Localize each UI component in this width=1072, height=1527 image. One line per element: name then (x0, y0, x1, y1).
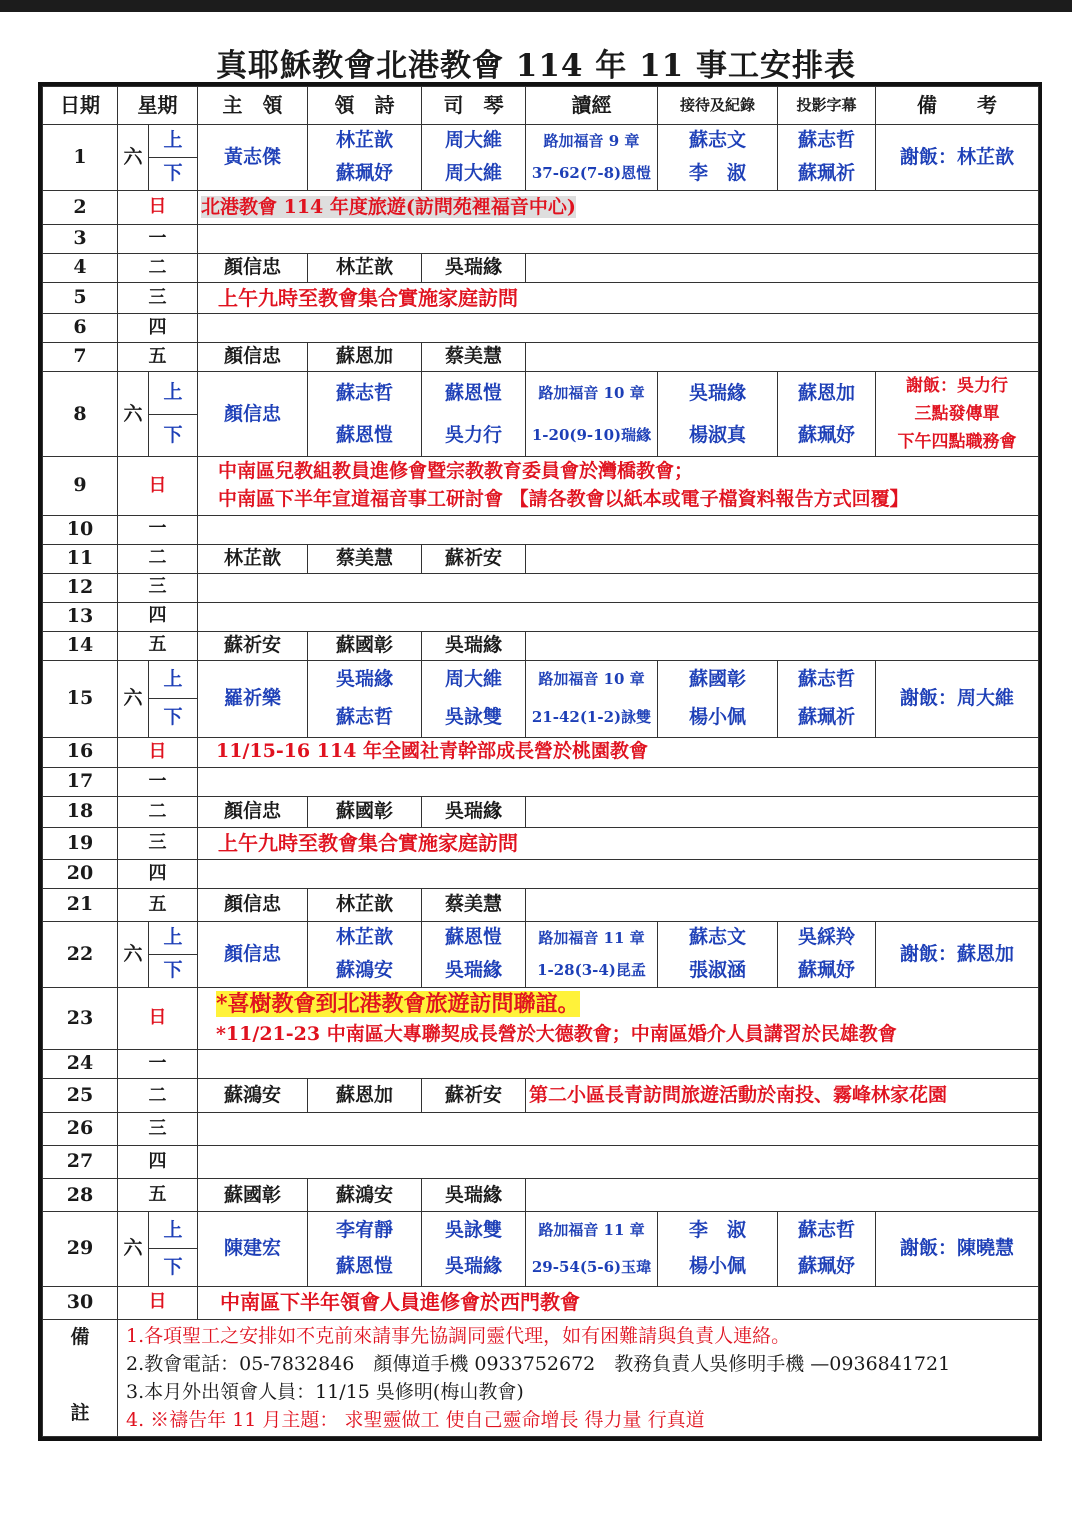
header-weekday: 星期 (118, 87, 198, 125)
weekday-cell: 二 (118, 254, 198, 283)
weekday-cell: 五 (118, 343, 198, 372)
header-reception: 接待及紀錄 (658, 87, 778, 125)
hymn-cell: 吳瑞緣 蘇志哲 (308, 660, 422, 737)
table-row (43, 859, 1039, 888)
half-down: 下 (163, 706, 183, 729)
piano-cell: 蘇祈安 (422, 1079, 526, 1113)
reception-cell: 李 淑 楊小佩 (658, 1212, 778, 1286)
leader-cell: 顏信忠 (198, 888, 308, 921)
weekday-cell: 四 (118, 859, 198, 888)
event-cell: 第二小區長青訪問旅遊活動於南投、霧峰林家花園 (526, 1079, 1039, 1113)
event-cell: 上午九時至教會集合實施家庭訪問 (198, 283, 1039, 314)
table-row (43, 1146, 1039, 1179)
piano-cell: 蘇恩愷 吳力行 (422, 372, 526, 457)
date-cell: 15 (43, 660, 118, 737)
table-row (43, 1179, 1039, 1212)
date-cell: 30 (43, 1286, 118, 1319)
empty-cell (526, 254, 1039, 283)
leader-cell: 蘇國彰 (198, 1179, 308, 1212)
weekday-cell: 六 上 下 (118, 660, 198, 737)
event-cell: 中南區下半年領會人員進修會於西門教會 (198, 1286, 1039, 1319)
header-piano: 司 琴 (422, 87, 526, 125)
weekday-cell: 五 (118, 1179, 198, 1212)
table-row (43, 602, 1039, 631)
remarks-cell: 謝飯：吳力行 三點發傳單 下午四點職務會 (876, 372, 1039, 457)
weekday-cell: 四 (118, 602, 198, 631)
weekday-cell: 六 上 下 (118, 125, 198, 191)
empty-cell (198, 1050, 1039, 1079)
table-row (43, 191, 1039, 225)
reception-cell: 蘇志文 張淑涵 (658, 922, 778, 988)
leader-cell: 林芷歆 (198, 544, 308, 573)
piano-cell: 蘇祈安 (422, 544, 526, 573)
date-cell: 24 (43, 1050, 118, 1079)
empty-cell (198, 602, 1039, 631)
empty-cell (198, 573, 1039, 602)
date-cell: 27 (43, 1146, 118, 1179)
weekday-cell: 三 (118, 283, 198, 314)
weekday-cell: 四 (118, 314, 198, 343)
date-cell: 18 (43, 796, 118, 827)
table-row (43, 225, 1039, 254)
table-row (43, 737, 1039, 767)
weekday-cell: 三 (118, 573, 198, 602)
reception-cell: 蘇志文 李 淑 (658, 125, 778, 191)
weekday-cell: 三 (118, 1113, 198, 1146)
piano-cell: 吳瑞緣 (422, 254, 526, 283)
projection-cell: 吳綵羚 蘇珮妤 (778, 922, 876, 988)
half-down: 下 (163, 1255, 183, 1278)
weekday-cell: 三 (118, 827, 198, 859)
table-row (43, 1113, 1039, 1146)
note-2: 2.教會電話：05-7832846 顏傳道手機 0933752672 教務負責人吳修明手機 —0936841721 (126, 1352, 951, 1375)
schedule-table (38, 82, 1042, 1441)
weekday-cell: 日 (118, 191, 198, 225)
remarks-cell: 謝飯：林芷歆 (876, 125, 1039, 191)
hymn-cell: 蘇國彰 (308, 631, 422, 660)
hymn-cell: 蘇國彰 (308, 796, 422, 827)
leader-cell: 顏信忠 (198, 796, 308, 827)
leader-cell: 顏信忠 (198, 922, 308, 988)
empty-cell (198, 859, 1039, 888)
piano-cell: 蔡美慧 (422, 343, 526, 372)
table-row (43, 457, 1039, 515)
hymn-cell: 蘇恩加 (308, 343, 422, 372)
weekday-cell: 五 (118, 631, 198, 660)
empty-cell (198, 1113, 1039, 1146)
header-projection: 投影字幕 (778, 87, 876, 125)
weekday-cell: 二 (118, 796, 198, 827)
empty-cell (198, 225, 1039, 254)
date-cell: 25 (43, 1079, 118, 1113)
half-up: 上 (149, 661, 197, 700)
weekday-cell: 一 (118, 1050, 198, 1079)
table-row (43, 343, 1039, 372)
remarks-cell: 謝飯：陳曉慧 (876, 1212, 1039, 1286)
weekday-cell: 日 (118, 988, 198, 1050)
piano-cell: 吳詠雙 吳瑞緣 (422, 1212, 526, 1286)
hymn-cell: 林芷歆 (308, 888, 422, 921)
reception-cell: 吳瑞緣 楊淑真 (658, 372, 778, 457)
half-down: 下 (163, 959, 183, 982)
date-cell: 11 (43, 544, 118, 573)
reading-cell: 路加福音 11 章 29-54(5-6)玉瑋 (526, 1212, 658, 1286)
empty-cell (198, 767, 1039, 796)
remarks-cell: 謝飯：蘇恩加 (876, 922, 1039, 988)
hymn-cell: 林芷歆 蘇珮妤 (308, 125, 422, 191)
date-cell: 28 (43, 1179, 118, 1212)
date-cell: 23 (43, 988, 118, 1050)
date-cell: 4 (43, 254, 118, 283)
empty-cell (198, 515, 1039, 544)
half-up: 上 (149, 372, 197, 415)
reception-cell: 蘇國彰 楊小佩 (658, 660, 778, 737)
hymn-cell: 蘇鴻安 (308, 1179, 422, 1212)
note-4: 4. ※禱告年 11 月主題： 求聖靈做工 使自己靈命增長 得力量 行真道 (126, 1408, 705, 1431)
weekday-cell: 日 (118, 737, 198, 767)
table-row (43, 1212, 1039, 1286)
piano-cell: 蘇恩愷 吳瑞緣 (422, 922, 526, 988)
top-bar (0, 0, 1072, 12)
table-row (43, 254, 1039, 283)
event-cell: 北港教會 114 年度旅遊(訪問苑裡福音中心) (198, 191, 1039, 225)
piano-cell: 周大維 周大維 (422, 125, 526, 191)
table-row (43, 888, 1039, 921)
reading-cell: 路加福音 11 章 1-28(3-4)昆孟 (526, 922, 658, 988)
leader-cell: 顏信忠 (198, 372, 308, 457)
date-cell: 2 (43, 191, 118, 225)
piano-cell: 吳瑞緣 (422, 631, 526, 660)
leader-cell: 顏信忠 (198, 343, 308, 372)
header-leader: 主 領 (198, 87, 308, 125)
weekday-cell: 六 上 下 (118, 922, 198, 988)
weekday-cell: 二 (118, 544, 198, 573)
header-remarks: 備 考 (876, 87, 1039, 125)
leader-cell: 顏信忠 (198, 254, 308, 283)
weekday-cell: 六 上 下 (118, 372, 198, 457)
date-cell: 3 (43, 225, 118, 254)
weekday-cell: 一 (118, 767, 198, 796)
table-row (43, 922, 1039, 988)
date-cell: 7 (43, 343, 118, 372)
header-row (43, 87, 1039, 125)
piano-cell: 蔡美慧 (422, 888, 526, 921)
piano-cell: 吳瑞緣 (422, 1179, 526, 1212)
table-row (43, 314, 1039, 343)
date-cell: 26 (43, 1113, 118, 1146)
notes-content (118, 1319, 1039, 1436)
date-cell: 22 (43, 922, 118, 988)
event-cell: 11/15-16 114 年全國社青幹部成長營於桃園教會 (198, 737, 1039, 767)
empty-cell (526, 343, 1039, 372)
projection-cell: 蘇志哲 蘇珮祈 (778, 660, 876, 737)
date-cell: 21 (43, 888, 118, 921)
weekday-cell: 一 (118, 515, 198, 544)
weekday-cell: 日 (118, 457, 198, 515)
notes-row (43, 1319, 1039, 1436)
date-cell: 6 (43, 314, 118, 343)
date-cell: 14 (43, 631, 118, 660)
remarks-cell: 謝飯：周大維 (876, 660, 1039, 737)
empty-cell (526, 796, 1039, 827)
event-cell: 中南區兒教組教員進修會暨宗教教育委員會於灣橋教會； 中南區下半年宣道福音事工研討會 【請各教會以紙本或電子檔資料報告方式回覆】 (198, 457, 1039, 515)
table-row (43, 544, 1039, 573)
weekday-cell: 一 (118, 225, 198, 254)
piano-cell: 吳瑞緣 (422, 796, 526, 827)
piano-cell: 周大維 吳詠雙 (422, 660, 526, 737)
reading-cell: 路加福音 9 章 37-62(7-8)恩愷 (526, 125, 658, 191)
weekday-cell: 四 (118, 1146, 198, 1179)
projection-cell: 蘇志哲 蘇珮妤 (778, 1212, 876, 1286)
table-row (43, 125, 1039, 191)
empty-cell (526, 888, 1039, 921)
header-hymn: 領 詩 (308, 87, 422, 125)
leader-cell: 羅祈樂 (198, 660, 308, 737)
date-cell: 8 (43, 372, 118, 457)
projection-cell: 蘇恩加 蘇珮妤 (778, 372, 876, 457)
table-row (43, 767, 1039, 796)
date-cell: 16 (43, 737, 118, 767)
page-title: 真耶穌教會北港教會 114 年 11 事工安排表 (215, 48, 857, 84)
table-row (43, 1050, 1039, 1079)
table-row (43, 796, 1039, 827)
date-cell: 20 (43, 859, 118, 888)
reading-cell: 路加福音 10 章 1-20(9-10)瑞緣 (526, 372, 658, 457)
table-row (43, 827, 1039, 859)
empty-cell (198, 314, 1039, 343)
date-cell: 9 (43, 457, 118, 515)
leader-cell: 陳建宏 (198, 1212, 308, 1286)
half-up: 上 (149, 922, 197, 955)
table-row (43, 631, 1039, 660)
hymn-cell: 蔡美慧 (308, 544, 422, 573)
notes-label: 備 註 (43, 1319, 118, 1436)
weekday-cell: 日 (118, 1286, 198, 1319)
hymn-cell: 蘇恩加 (308, 1079, 422, 1113)
date-cell: 13 (43, 602, 118, 631)
half-down: 下 (163, 162, 183, 185)
header-date: 日期 (43, 87, 118, 125)
date-cell: 19 (43, 827, 118, 859)
header-reading: 讀經 (526, 87, 658, 125)
hymn-cell: 林芷歆 (308, 254, 422, 283)
table-row (43, 515, 1039, 544)
date-cell: 17 (43, 767, 118, 796)
weekday-cell: 六 上 下 (118, 1212, 198, 1286)
empty-cell (526, 631, 1039, 660)
leader-cell: 蘇祈安 (198, 631, 308, 660)
table-row (43, 660, 1039, 737)
empty-cell (198, 1146, 1039, 1179)
event-cell: *喜樹教會到北港教會旅遊訪問聯誼。 *11/21-23 中南區大專聯契成長營於大德教會；中南區婚介人員講習於民雄教會 (198, 988, 1039, 1050)
leader-cell: 黃志傑 (198, 125, 308, 191)
empty-cell (526, 544, 1039, 573)
note-3: 3.本月外出領會人員：11/15 吳修明(梅山教會) (126, 1380, 524, 1403)
table-row (43, 1079, 1039, 1113)
date-cell: 12 (43, 573, 118, 602)
hymn-cell: 蘇志哲 蘇恩愷 (308, 372, 422, 457)
leader-cell: 蘇鴻安 (198, 1079, 308, 1113)
hymn-cell: 林芷歆 蘇鴻安 (308, 922, 422, 988)
hymn-cell: 李宥靜 蘇恩愷 (308, 1212, 422, 1286)
table-row (43, 372, 1039, 457)
weekday-cell: 五 (118, 888, 198, 921)
reading-cell: 路加福音 10 章 21-42(1-2)詠雙 (526, 660, 658, 737)
weekday-cell: 二 (118, 1079, 198, 1113)
date-cell: 1 (43, 125, 118, 191)
table-row (43, 1286, 1039, 1319)
table-row (43, 988, 1039, 1050)
date-cell: 5 (43, 283, 118, 314)
note-1: 1.各項聖工之安排如不克前來請事先協調同靈代理，如有困難請與負責人連絡。 (126, 1324, 791, 1347)
table-row (43, 573, 1039, 602)
projection-cell: 蘇志哲 蘇珮祈 (778, 125, 876, 191)
empty-cell (526, 1179, 1039, 1212)
half-down: 下 (163, 423, 183, 446)
half-up: 上 (149, 125, 197, 158)
table-row (43, 283, 1039, 314)
half-up: 上 (149, 1212, 197, 1249)
date-cell: 29 (43, 1212, 118, 1286)
date-cell: 10 (43, 515, 118, 544)
event-cell: 上午九時至教會集合實施家庭訪問 (198, 827, 1039, 859)
